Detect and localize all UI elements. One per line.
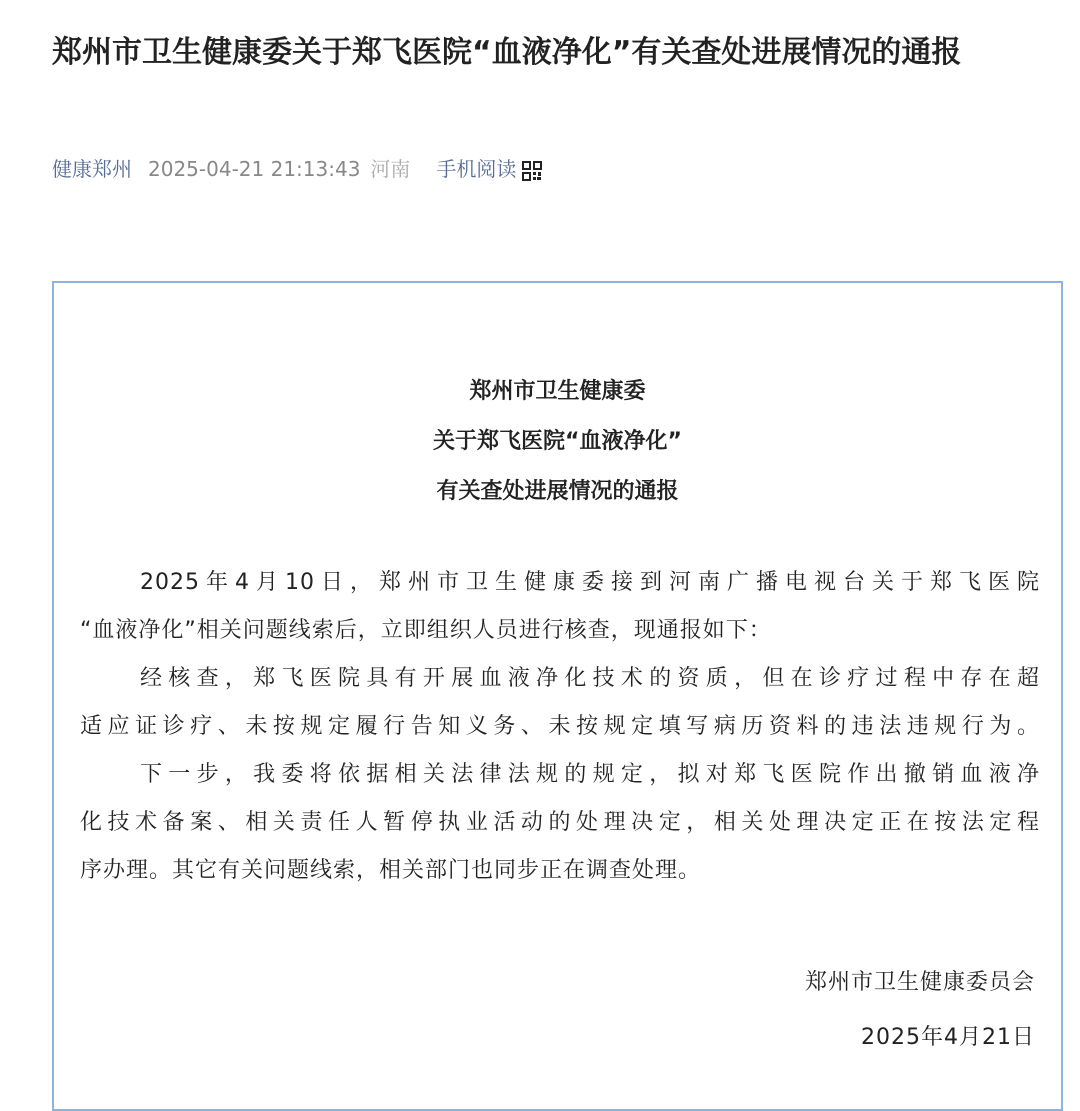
paragraph-line: 下一步，我委将依据相关法律法规的规定，拟对郑飞医院作出撤销血液净 [140,762,1040,787]
document-signature-block [805,955,1035,1065]
paragraph [80,559,1040,655]
document-title-line: 有关查处进展情况的通报 [436,479,679,504]
document-title [54,367,1061,517]
qr-code-icon[interactable] [522,159,542,179]
paragraph-line: 序办理。其它有关问题线索，相关部门也同步正在调查处理。 [80,858,702,883]
document-title-line: 关于郑飞医院“血液净化” [433,429,682,454]
document-title-line: 郑州市卫生健康委 [469,379,646,404]
publish-location: 河南 [370,157,411,181]
paragraph-line: 化技术备案、相关责任人暂停执业活动的处理决定，相关处理决定正在按法定程 [80,810,1040,835]
publish-time: 2025-04-21 21:13:43 [148,157,361,181]
signature-organization: 郑州市卫生健康委员会 [804,970,1035,995]
paragraph-line: 适应证诊疗、未按规定履行告知义务、未按规定填写病历资料的违法违规行为。 [80,714,1040,739]
paragraph-line: 2025年4月10日，郑州市卫生健康委接到河南广播电视台关于郑飞医院 [140,570,1040,595]
paragraph-line: 经核查，郑飞医院具有开展血液净化技术的资质，但在诊疗过程中存在超 [140,666,1040,691]
mobile-read-link[interactable]: 手机阅读 [436,157,517,181]
source-account-link[interactable]: 健康郑州 [52,157,132,181]
document-body [80,559,1040,895]
article-title: 郑州市卫生健康委关于郑飞医院“血液净化”有关查处进展情况的通报 [52,35,962,70]
paragraph [80,655,1040,751]
signature-date: 2025年4月21日 [861,1025,1035,1050]
document-frame [52,281,1063,1111]
article-meta [52,154,542,184]
paragraph-line: “血液净化”相关问题线索后，立即组织人员进行核查，现通报如下： [80,618,772,643]
paragraph [80,751,1040,895]
